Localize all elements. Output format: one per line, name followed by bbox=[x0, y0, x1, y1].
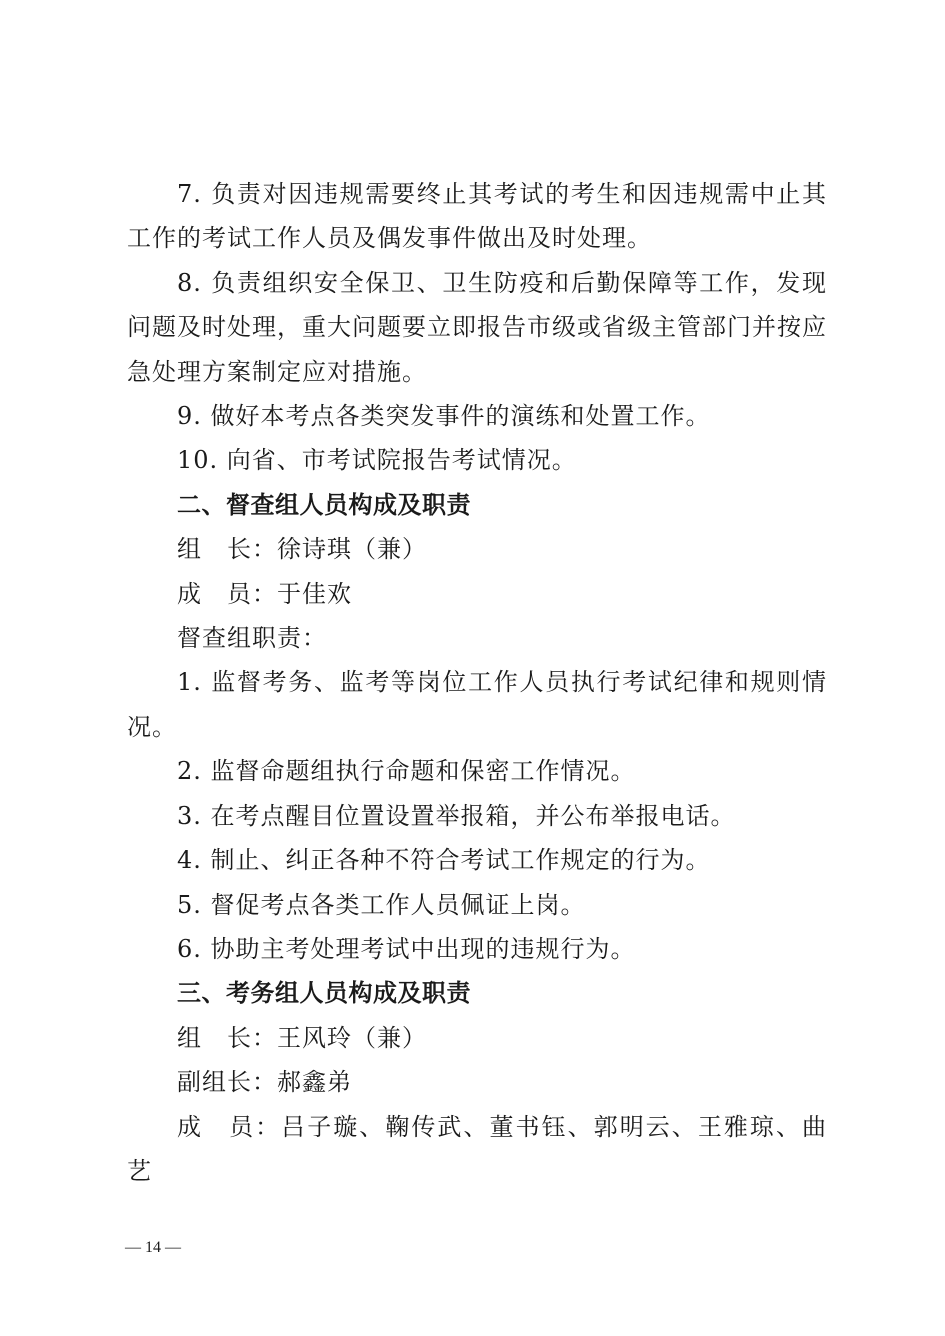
document-body bbox=[127, 172, 852, 1193]
paragraph-duty-9: 9. 做好本考点各类突发事件的演练和处置工作。 bbox=[177, 402, 711, 431]
supervision-duty-5: 5. 督促考点各类工作人员佩证上岗。 bbox=[177, 890, 586, 919]
paragraph-duty-8: 8. 负责组织安全保卫、卫生防疫和后勤保障等工作，发现问题及时处理，重大问题要立即报告市级或省级主管部门并按应急处理方案制定应对措施。 bbox=[127, 268, 827, 386]
supervision-duty-1: 1. 监督考务、监考等岗位工作人员执行考试纪律和规则情况。 bbox=[127, 668, 827, 741]
supervision-duty-6: 6. 协助主考处理考试中出现的违规行为。 bbox=[177, 934, 636, 963]
section-heading-supervision: 二、督查组人员构成及职责 bbox=[177, 490, 471, 519]
page-number: — 14 — bbox=[125, 1239, 181, 1256]
supervision-duty-4: 4. 制止、纠正各种不符合考试工作规定的行为。 bbox=[177, 846, 711, 875]
supervision-leader: 组 长：徐诗琪（兼） bbox=[177, 535, 427, 564]
supervision-duty-3: 3. 在考点醒目位置设置举报箱，并公布举报电话。 bbox=[177, 801, 736, 830]
section-heading-exam-affairs: 三、考务组人员构成及职责 bbox=[177, 979, 471, 1008]
paragraph-duty-10: 10. 向省、市考试院报告考试情况。 bbox=[177, 446, 577, 475]
exam-affairs-deputy: 副组长：郝鑫弟 bbox=[177, 1068, 352, 1097]
supervision-duty-2: 2. 监督命题组执行命题和保密工作情况。 bbox=[177, 757, 636, 786]
paragraph-duty-7: 7. 负责对因违规需要终止其考试的考生和因违规需中止其工作的考试工作人员及偶发事件做出及时处理。 bbox=[127, 180, 827, 253]
exam-affairs-members: 成 员：吕子璇、鞠传武、董书钰、郭明云、王雅琼、曲 艺 bbox=[127, 1112, 852, 1185]
supervision-duty-title: 督查组职责： bbox=[177, 624, 327, 653]
supervision-members: 成 员：于佳欢 bbox=[177, 579, 352, 608]
exam-affairs-leader: 组 长：王风玲（兼） bbox=[177, 1023, 427, 1052]
